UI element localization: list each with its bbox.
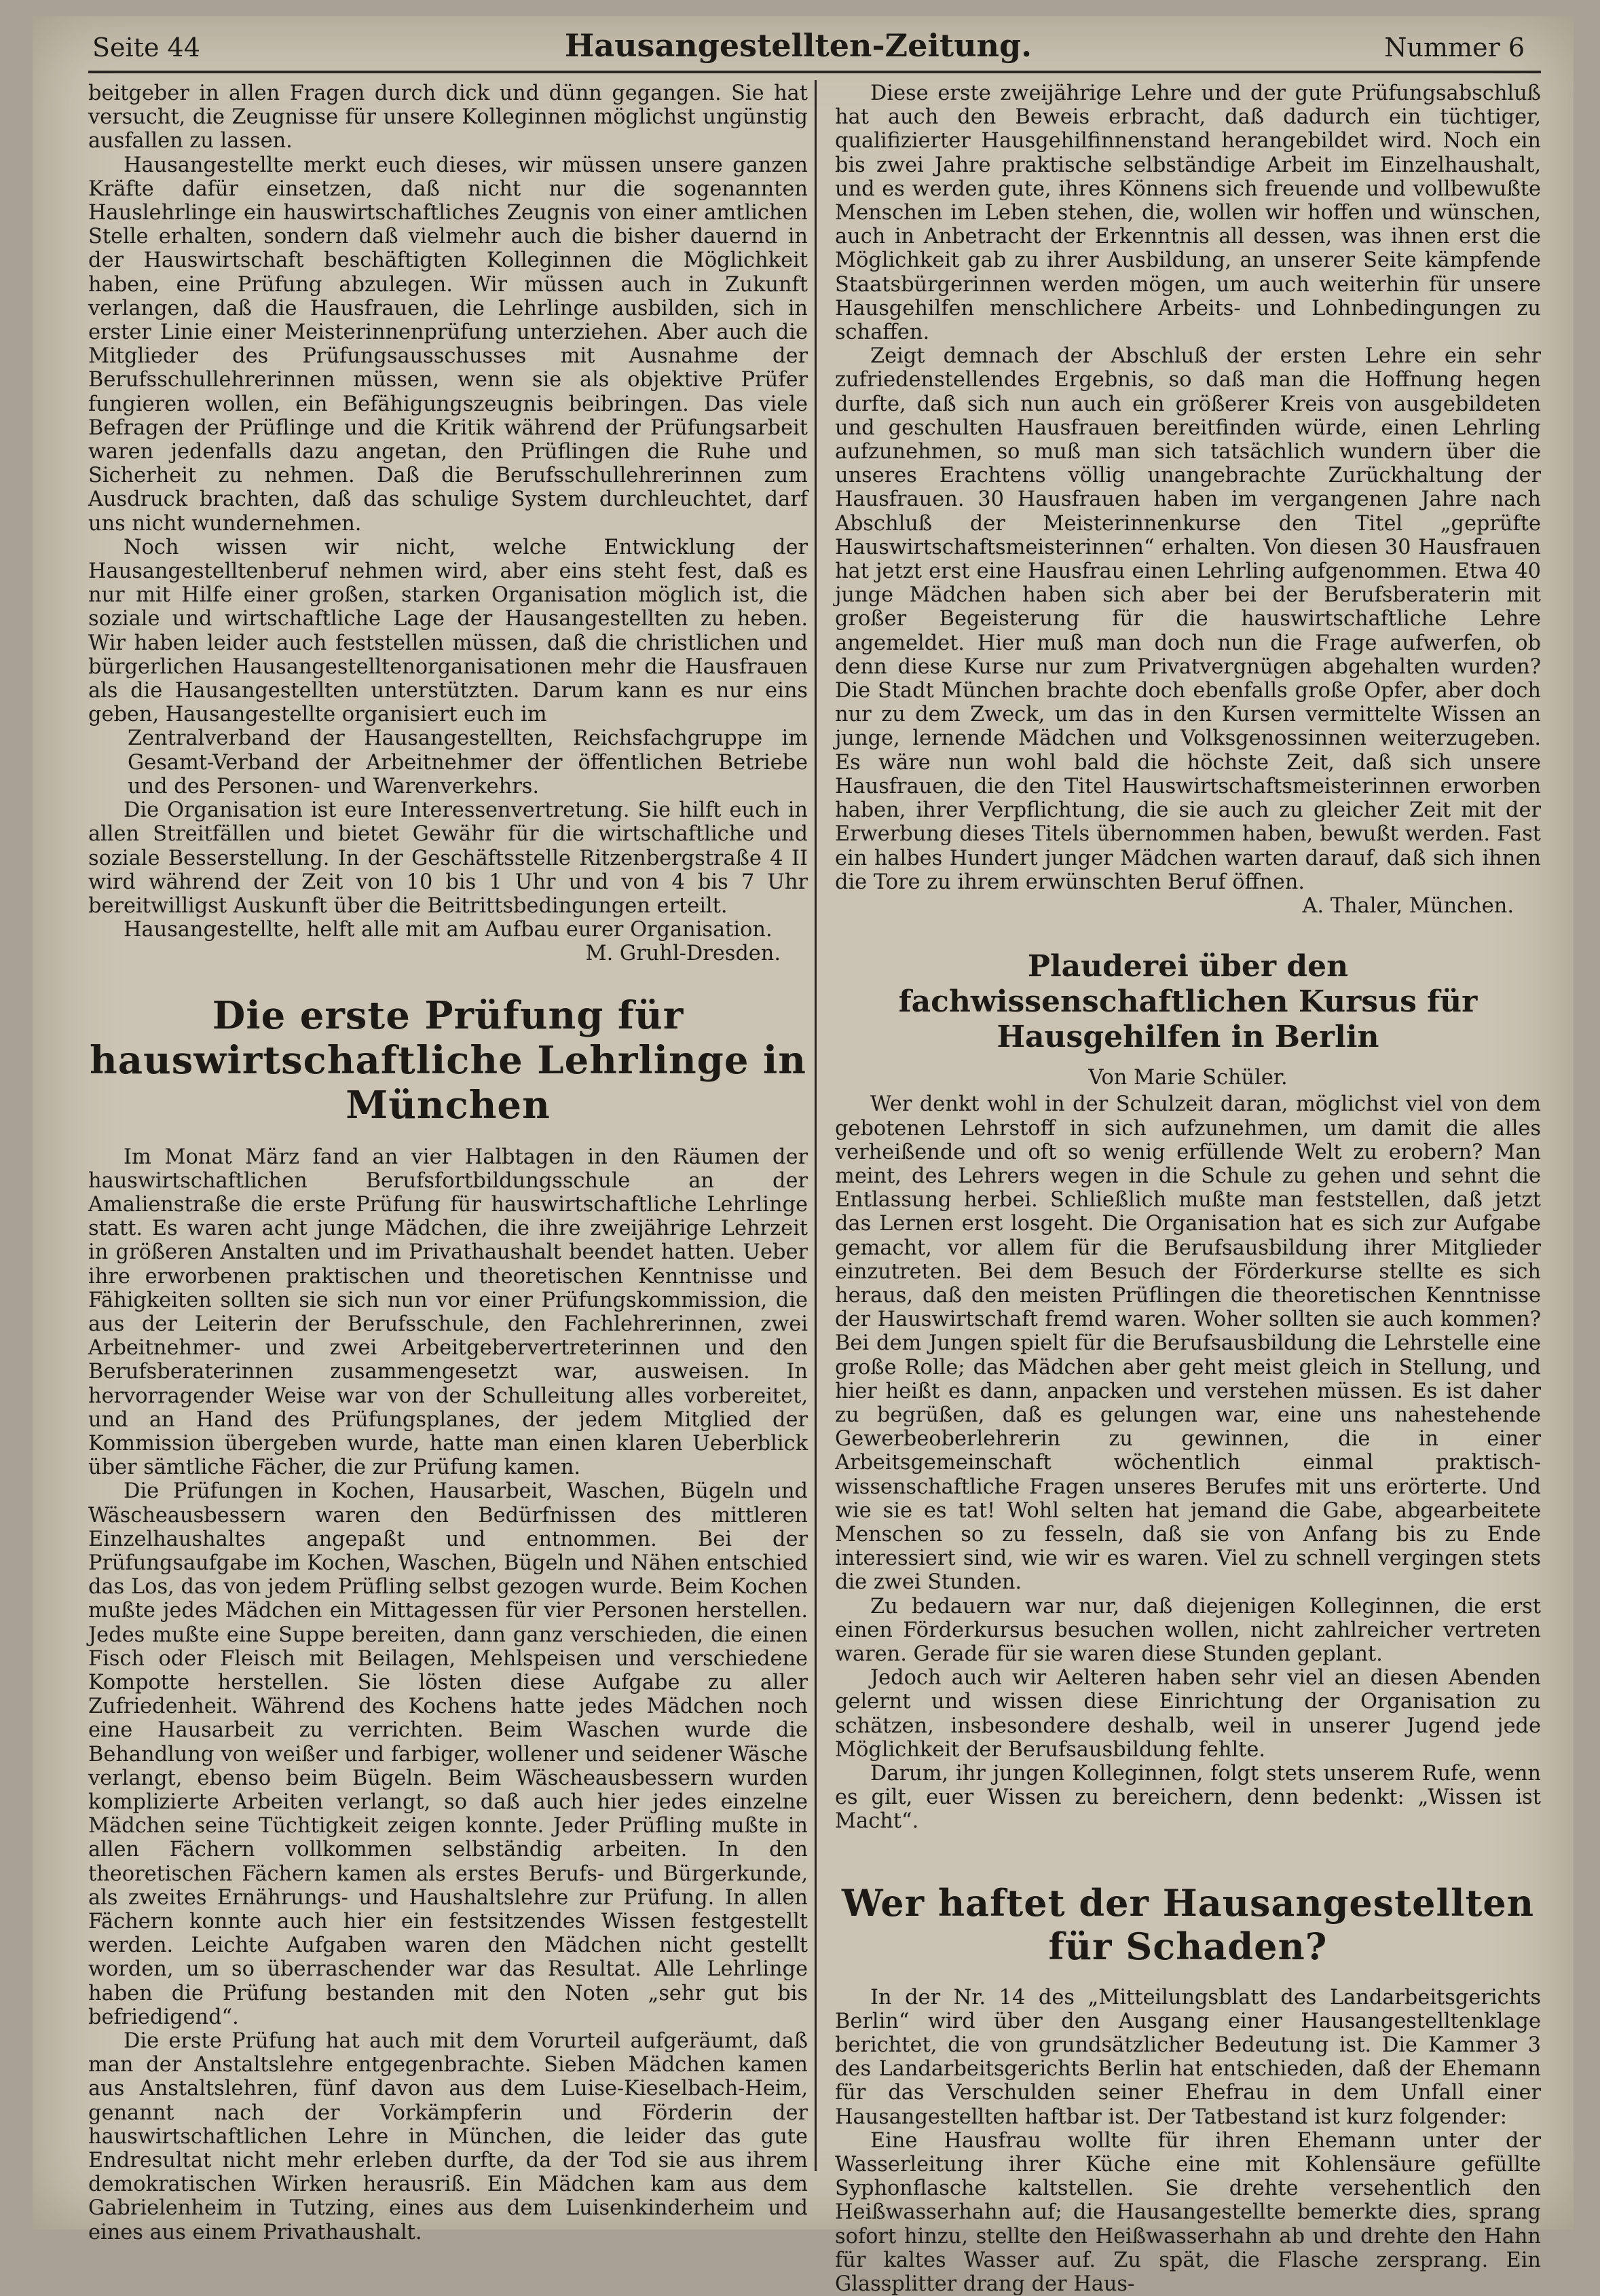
page-header	[58, 27, 1538, 71]
paragraph: Eine Hausfrau wollte für ihren Ehemann unter der Wasserleitung ihrer Küche eine mit Kohlensäure gefüllte Syphonflasche kaltstellen. Sie drehte versehentlich den Heißwasserhahn auf; die Hausangestellte bemerkte dies, sprang sofort hinzu, stellte den Heißwasserhahn ab und drehte den Hahn für kaltes Wasser auf. Zu spät, die Flasche zersprang. Ein Glassplitter drang der Haus-	[835, 2128, 1541, 2296]
paragraph: Im Monat März fand an vier Halbtagen in den Räumen der hauswirtschaftlichen Berufsfortbildungsschule an der Amalienstraße die erste Prüfung für hauswirtschaftliche Lehrlinge statt. Es waren acht junge Mädchen, die ihre zweijährige Lehrzeit in größeren Anstalten und im Privathaushalt beendet hatten. Ueber ihre erworbenen praktischen und theoretischen Kenntnisse und Fähigkeiten sollten sie sich nun vor einer Prüfungskommission, die aus der Leiterin der Berufsschule, den Fachlehrerinnen, zwei Arbeitnehmer- und zwei Arbeitgebervertreterinnen und den Berufsberaterinnen zusammengesetzt war, ausweisen. In hervorragender Weise war von der Schulleitung alles vorbereitet, und an Hand des Prüfungsplanes, der jedem Mitglied der Kommission übergeben wurde, hatte man einen klaren Ueberblick über sämtliche Fächer, die zur Prüfung kamen.	[88, 1145, 808, 1480]
paragraph: Wer denkt wohl in der Schulzeit daran, möglichst viel von dem gebotenen Lehrstoff in sich aufzunehmen, um damit die alles verheißende und oft so wenig erfüllende Welt zu erobern? Man meint, des Lehrers wegen in die Schule zu gehen und sehnt die Entlassung herbei. Schließlich mußte man feststellen, daß jetzt das Lernen erst losgeht. Die Organisation hat es sich zur Aufgabe gemacht, vor allem für die Berufsausbildung ihrer Mitglieder einzutreten. Bei dem Besuch der Förderkurse stellte es sich heraus, daß den meisten Prüflingen die theoretischen Kenntnisse der Hauswirtschaft fremd waren. Woher sollten sie auch kommen? Bei dem Jungen spielt für die Berufsausbildung die Lehrstelle eine große Rolle; das Mädchen aber geht meist gleich in Stellung, und hier heißt es dann, anpacken und verstehen müssen. Es ist daher zu begrüßen, daß es gelungen war, eine uns nahestehende Gewerbeoberlehrerin zu gewinnen, die in einer Arbeitsgemeinschaft wöchentlich einmal praktisch-wissenschaftliche Fragen unseres Berufes mit uns erörterte. Und wie sie es tat! Wohl selten hat jemand die Gabe, abgearbeitete Menschen so zu fesseln, daß sie von Anfang bis zu Ende interessiert sind, wie wir es waren. Viel zu schnell vergingen stets die zwei Stunden.	[835, 1092, 1541, 1595]
article-headline: Plauderei über den fachwissenschaftlichen Kursus für Hausgehilfen in Berlin	[898, 949, 1478, 1055]
signature: M. Gruhl-Dresden.	[585, 942, 781, 966]
byline: Von Marie Schüler.	[1088, 1066, 1288, 1090]
paragraph: Hausangestellte merkt euch dieses, wir müssen unsere ganzen Kräfte dafür einsetzen, daß nicht nur die sogenannten Hauslehrlinge ein hauswirtschaftliches Zeugnis von einer amtlichen Stelle erhalten, sondern daß vielmehr auch die bisher dauernd in der Hauswirtschaft beschäftigten Kolleginnen die Möglichkeit haben, eine Prüfung abzulegen. Wir müssen auch in Zukunft verlangen, daß die Hausfrauen, die Lehrlinge ausbilden, sich in erster Linie einer Meisterinnenprüfung unterziehen. Aber auch die Mitglieder des Prüfungsausschusses mit Ausnahme der Berufsschullehrerinnen müssen, wenn sie als objektive Prüfer fungieren wollen, ein Befähigungszeugnis beibringen. Das viele Befragen der Prüflinge und die Kritik während der Prüfungsarbeit waren jedenfalls dazu angetan, den Prüflingen die Ruhe und Sicherheit zu nehmen. Daß die Berufsschullehrerinnen zum Ausdruck brachten, daß das schulige System durchleuchtet, darf uns nicht wundernehmen.	[88, 153, 808, 536]
paragraph: Noch wissen wir nicht, welche Entwicklung der Hausangestelltenberuf nehmen wird, aber eins steht fest, daß es nur mit Hilfe einer großen, starken Organisation möglich ist, die soziale und wirtschaftliche Lage der Hausangestellten zu heben. Wir haben leider auch feststellen müssen, daß die christlichen und bürgerlichen Hausangestelltenorganisationen mehr die Hausfrauen als die Hausangestellten unterstützten. Darum kann es nur eins geben, Hausangestellte organisiert euch im	[88, 535, 808, 727]
quote-block: Zentralverband der Hausangestellten, Reichsfachgruppe im Gesamt-Verband der Arbeitnehmer der öffentlichen Betriebe und des Personen- und Warenverkehrs.	[128, 726, 808, 798]
article-headline: Die erste Prüfung für hauswirtschaftliche Lehrlinge in München	[90, 993, 806, 1128]
page-number: Seite 44	[92, 33, 200, 62]
issue-number: Nummer 6	[1384, 33, 1525, 62]
paragraph: Zu bedauern war nur, daß diejenigen Kolleginnen, die erst einen Förderkursus besuchen wollen, nicht zahlreicher vertreten waren. Gerade für sie waren diese Stunden geplant.	[835, 1594, 1541, 1666]
paragraph: Jedoch auch wir Aelteren haben sehr viel an diesen Abenden gelernt und wissen diese Einrichtung der Organisation zu schätzen, insbesondere deshalb, weil in unserer Jugend jede Möglichkeit der Berufsausbildung fehlte.	[835, 1666, 1541, 1762]
paragraph: In der Nr. 14 des „Mitteilungsblatt des Landarbeitsgerichts Berlin“ wird über den Ausgang einer Hausangestelltenklage berichtet, die von grundsätzlicher Bedeutung ist. Die Kammer 3 des Landarbeitsgerichts Berlin hat entschieden, daß der Ehemann für das Verschulden seiner Ehefrau in dem Unfall einer Hausangestellten haftbar ist. Der Tatbestand ist kurz folgender:	[835, 1985, 1541, 2129]
paragraph: Diese erste zweijährige Lehre und der gute Prüfungsabschluß hat auch den Beweis erbracht, daß dadurch ein tüchtiger, qualifizierter Hausgehilfinnenstand herangebildet wird. Noch ein bis zwei Jahre praktische selbständige Arbeit im Einzelhaushalt, und es werden gute, ihres Könnens sich freuende und vollbewußte Menschen im Leben stehen, die, wollen wir hoffen und wünschen, auch in Anbetracht der Erkenntnis all dessen, was ihnen erst die Möglichkeit gab zu ihrer Ausbildung, an unserer Seite kämpfende Staatsbürgerinnen werden mögen, um auch weiterhin für unsere Hausgehilfen menschlichere Arbeits- und Lohnbedingungen zu schaffen.	[835, 81, 1541, 345]
paragraph: Zeigt demnach der Abschluß der ersten Lehre ein sehr zufriedenstellendes Ergebnis, so daß man die Hoffnung hegen durfte, daß sich nun auch ein größerer Kreis von ausgebildeten und geschulten Hausfrauen bereitfinden würde, einen Lehrling aufzunehmen, so muß man sich tatsächlich wundern über die unseres Erachtens völlig unangebrachte Zurückhaltung der Hausfrauen. 30 Hausfrauen haben im vergangenen Jahre nach Abschluß der Meisterinnenkurse den Titel „geprüfte Hauswirtschaftsmeisterinnen“ erhalten. Von diesen 30 Hausfrauen hat jetzt erst eine Hausfrau einen Lehrling aufgenommen. Etwa 40 junge Mädchen haben sich aber bei der Berufsberaterin mit großer Begeisterung für die hauswirtschaftliche Lehre angemeldet. Hier muß man doch nun die Frage aufwerfen, ob denn diese Kurse nur zum Privatvergnügen abgehalten wurden? Die Stadt München brachte doch ebenfalls große Opfer, aber doch nur zu dem Zweck, um das in den Kursen vermittelte Wissen an junge, lernende Mädchen und Volksgenossinnen weiterzugeben. Es wäre nun wohl bald die höchste Zeit, daß sich unsere Hausfrauen, die den Titel Hauswirtschaftsmeisterinnen erworben haben, ihrer Verpflichtung, die sie auch zu gleicher Zeit mit der Erwerbung dieses Titels übernommen haben, bewußt werden. Fast ein halbes Hundert junger Mädchen warten darauf, daß sich ihnen die Tore zu ihrem erwünschten Beruf öffnen.	[835, 344, 1541, 894]
paragraph: Die Prüfungen in Kochen, Hausarbeit, Waschen, Bügeln und Wäscheausbessern waren den Bedürfnissen des mittleren Einzelhaushaltes angepaßt und entnommen. Bei der Prüfungsaufgabe im Kochen, Waschen, Bügeln und Nähen entschied das Los, das von jedem Prüfling selbst gezogen wurde. Beim Kochen mußte jedes Mädchen ein Mittagessen für vier Personen herstellen. Jedes mußte eine Suppe bereiten, dann ganz verschieden, die einen Fisch oder Fleisch mit Beilagen, Mehlspeisen und verschiedene Kompotte herstellen. Sie lösten diese Aufgabe zu aller Zufriedenheit. Während des Kochens hatte jedes Mädchen noch eine Hausarbeit zu verrichten. Beim Waschen wurde die Behandlung von weißer und farbiger, wollener und seidener Wäsche verlangt, ebenso beim Bügeln. Beim Wäscheausbessern wurden komplizierte Arbeiten verlangt, so daß auch hier jedes einzelne Mädchen seine Tüchtigkeit zeigen konnte. Jeder Prüfling mußte in allen Fächern vollkommen selbständig arbeiten. In den theoretischen Fächern kamen als erstes Berufs- und Bürgerkunde, als zweites Ernährungs- und Haushaltslehre zur Prüfung. In allen Fächern konnte auch hier ein festsitzendes Wissen festgestellt werden. Leichte Aufgaben waren den Mädchen nicht gestellt worden, um so überraschender war das Resultat. Alle Lehrlinge haben die Prüfung bestanden mit den Noten „sehr gut bis befriedigend“.	[88, 1479, 808, 2029]
right-column	[835, 81, 1541, 2296]
article-headline: Wer haftet der Hausangestellten für Schaden?	[841, 1881, 1535, 1968]
paragraph: Die Organisation ist eure Interessenvertretung. Sie hilft euch in allen Streitfällen und bietet Gewähr für die wirtschaftliche und soziale Besserstellung. In der Geschäftsstelle Ritzenbergstraße 4 II wird während der Zeit von 10 bis 1 Uhr und von 4 bis 7 Uhr bereitwilligst Auskunft über die Beitrittsbedingungen erteilt.	[88, 798, 808, 918]
paragraph: Hausangestellte, helft alle mit am Aufbau eurer Organisation.	[124, 918, 773, 942]
paragraph: beitgeber in allen Fragen durch dick und dünn gegangen. Sie hat versucht, die Zeugnisse für unsere Kolleginnen möglichst ungünstig ausfallen zu lassen.	[88, 81, 808, 153]
paragraph: Darum, ihr jungen Kolleginnen, folgt stets unserem Rufe, wenn es gilt, euer Wissen zu bereichern, denn bedenkt: „Wissen ist Macht“.	[835, 1762, 1541, 1834]
left-column	[88, 81, 808, 2244]
signature: A. Thaler, München.	[1302, 893, 1514, 918]
column-separator	[815, 80, 817, 2171]
header-rule	[88, 71, 1541, 73]
paragraph: Die erste Prüfung hat auch mit dem Vorurteil aufgeräumt, daß man der Anstaltslehre entgegenbrachte. Sieben Mädchen kamen aus Anstaltslehren, fünf davon aus dem Luise-Kieselbach-Heim, genannt nach der Vorkämpferin und Förderin der hauswirtschaftlichen Lehre in München, die leider das gute Endresultat nicht mehr erleben durfte, da der Tod sie aus ihrem demokratischen Wirken herausriß. Ein Mädchen kam aus dem Gabrielenheim in Tutzing, eines aus dem Luisenkinderheim und eines aus einem Privathaushalt.	[88, 2029, 808, 2244]
newspaper-title: Hausangestellten-Zeitung.	[564, 27, 1032, 64]
